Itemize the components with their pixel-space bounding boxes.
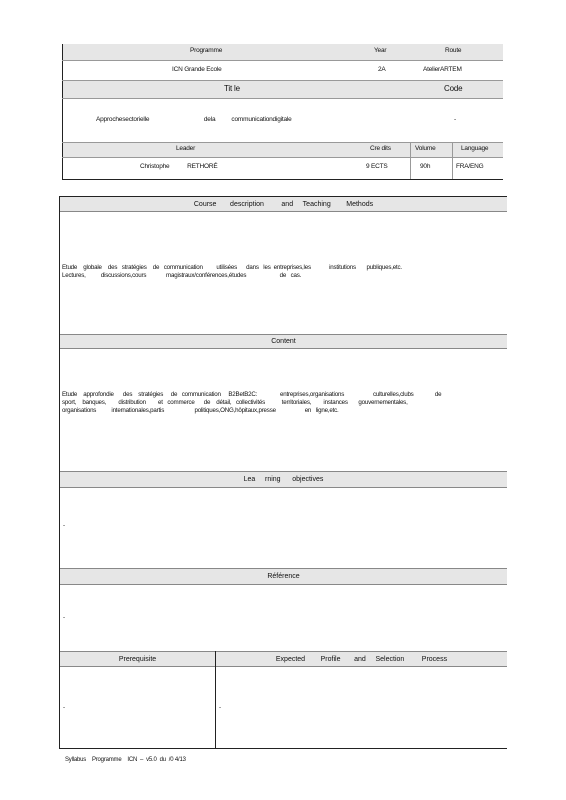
prerequisite-header — [60, 651, 215, 667]
prerequisite-heading: Prerequisite — [118, 655, 157, 663]
header-row-divider — [62, 60, 503, 61]
route-value: AtelierARTEM — [423, 66, 462, 73]
content-heading: Content — [271, 338, 296, 345]
year-label: Year — [374, 47, 387, 54]
learning-objectives-text: - — [63, 522, 65, 529]
expected-profile-header — [216, 651, 507, 667]
title-label: Tit le — [224, 84, 240, 93]
leader-value: Christophe RETHORÉ — [140, 163, 218, 170]
prerequisite-text: - — [63, 704, 65, 711]
title-value: Approchesectorielle dela communicationdigitale — [96, 116, 292, 123]
header-row-divider — [62, 98, 503, 99]
course-description-heading: Course description and Teaching Methods — [193, 200, 374, 208]
content-text: Etude approfondie des stratégies de communication B2BetB2C: entreprises,organisations culturelles,clubs de sport, banques, distribution et commerce de détail, collectivités territoriales, instances gouvernementales, organisations internationales,partis politiques,ONG,hôpitaux,presse en ligne,etc. — [62, 391, 442, 414]
code-label: Code — [444, 84, 463, 93]
header-row-divider — [62, 142, 503, 143]
learning-objectives-heading: Lea rning objectives — [243, 476, 324, 483]
language-value: FRA/ENG — [456, 163, 484, 170]
expected-profile-heading: Expected Profile and Selection Process — [275, 655, 448, 663]
content-header — [60, 334, 507, 349]
credits-label: Cre dits — [370, 145, 391, 152]
header-col-divider — [452, 142, 453, 179]
language-label: Language — [461, 145, 489, 152]
volume-label: Volume — [415, 145, 436, 152]
route-label: Route — [445, 47, 462, 54]
volume-value: 90h — [420, 163, 431, 170]
code-value: - — [454, 116, 456, 123]
course-description-text: Etude globale des stratégies de communication utilisées dans les entreprises,les institutions publiques,etc. Lectures, discussions,cours magistraux/conférences,études de cas. — [62, 264, 402, 279]
programme-value: ICN Grande Ecole — [172, 66, 222, 73]
header-row-divider — [62, 80, 503, 81]
expected-profile-text: - — [219, 704, 221, 711]
learning-objectives-header — [60, 471, 507, 488]
course-header-table — [62, 44, 503, 180]
credits-value: 9 ECTS — [366, 163, 388, 170]
course-description-header — [60, 197, 507, 212]
programme-label: Programme — [190, 47, 223, 54]
reference-header — [60, 568, 507, 585]
leader-header-row — [62, 142, 503, 157]
reference-text: - — [63, 614, 65, 621]
header-col-divider — [410, 142, 411, 179]
programme-header-row — [62, 44, 503, 60]
footer-text: Syllabus Programme ICN – v5.0 du /0 4/13 — [65, 757, 186, 763]
prerequisite-col-divider — [215, 651, 216, 749]
header-left-border — [62, 44, 63, 180]
header-row-divider — [62, 157, 503, 158]
header-bottom-border — [62, 179, 503, 180]
reference-heading: Référence — [267, 573, 300, 580]
leader-label: Leader — [176, 145, 196, 152]
main-bottom-border — [59, 748, 507, 749]
title-header-row — [62, 80, 503, 98]
year-value: 2A — [378, 66, 386, 73]
